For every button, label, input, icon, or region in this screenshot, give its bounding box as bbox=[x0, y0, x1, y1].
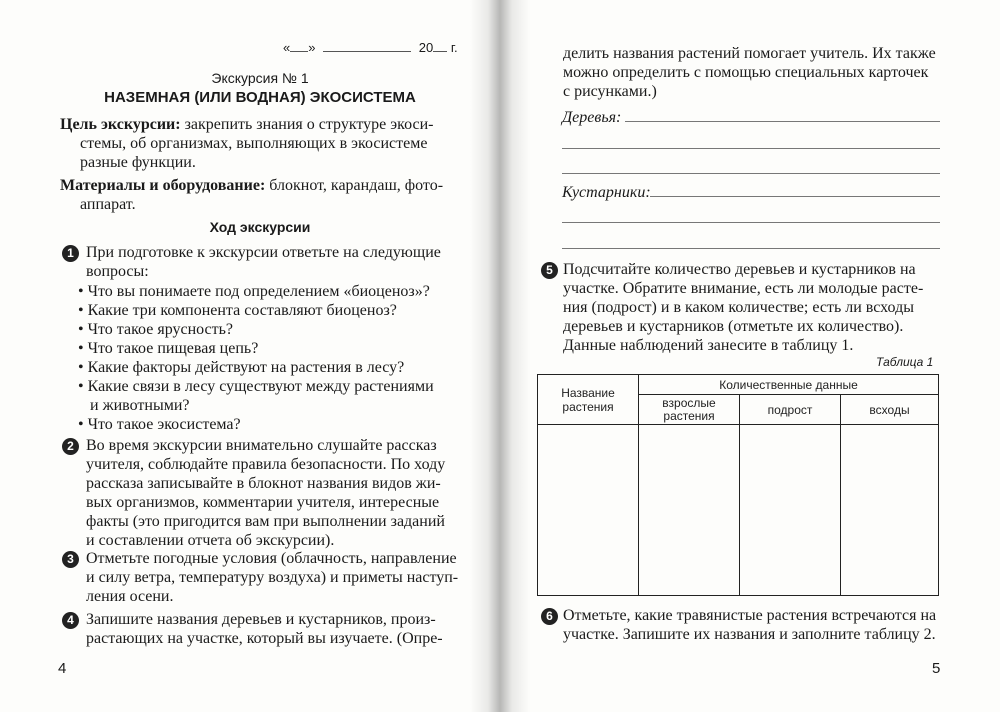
trees-answer-line-3[interactable] bbox=[562, 173, 940, 174]
shrubs-label-line: Кустарники: bbox=[562, 184, 651, 201]
item-1-bullet-2: • Какие три компонента составляют биоценоз? bbox=[78, 302, 397, 319]
materials-text-2: аппарат. bbox=[80, 196, 136, 213]
page-number-left: 4 bbox=[58, 660, 67, 677]
year-blank[interactable] bbox=[433, 51, 447, 52]
item-4-line-1: Запишите названия деревьев и кустарников, произ- bbox=[86, 611, 436, 628]
goal-text-2: стемы, об организмах, выполняющих в экосистеме bbox=[80, 135, 428, 152]
excursion-number: Экскурсия № 1 bbox=[211, 70, 309, 86]
item-6-line-2: участке. Запишите их названия и заполните таблицу 2. bbox=[563, 626, 936, 643]
table-cell-undergrowth[interactable] bbox=[740, 425, 841, 596]
item-6-number: 6 bbox=[541, 608, 558, 625]
item-1-bullet-7: • Что такое экосистема? bbox=[78, 416, 241, 433]
continuation-line-3: с рисунками.) bbox=[563, 83, 657, 100]
table-cell-plant-name[interactable] bbox=[538, 425, 639, 596]
item-3-line-3: ления осени. bbox=[86, 588, 174, 605]
day-blank[interactable] bbox=[290, 51, 308, 52]
trees-answer-line-2[interactable] bbox=[562, 148, 940, 149]
item-1-line-1: При подготовке к экскурсии ответьте на следующие bbox=[86, 244, 441, 261]
goal-text-3: разные функции. bbox=[80, 154, 196, 171]
materials-text-1: блокнот, карандаш, фото- bbox=[269, 177, 444, 194]
book-gutter-shadow bbox=[470, 0, 530, 712]
item-4-number: 4 bbox=[62, 612, 79, 629]
item-2-line-6: и составлении отчета об экскурсии). bbox=[86, 532, 335, 549]
trees-answer-line-1[interactable] bbox=[625, 121, 940, 122]
goal-line-1 bbox=[60, 115, 434, 134]
table-caption: Таблица 1 bbox=[876, 355, 934, 369]
item-2-line-4: вых организмов, комментарии учителя, интересные bbox=[86, 494, 440, 511]
page-title: НАЗЕМНАЯ (ИЛИ ВОДНАЯ) ЭКОСИСТЕМА bbox=[104, 89, 416, 106]
item-5-line-4: деревьев и кустарников (отметьте их количество). bbox=[563, 318, 904, 335]
table-header-adult-plants-line-2: растения bbox=[663, 408, 715, 423]
item-1-bullet-5: • Какие факторы действуют на растения в лесу? bbox=[78, 359, 405, 376]
year-prefix: 20 bbox=[418, 40, 434, 55]
table-1 bbox=[537, 374, 939, 596]
item-1-bullet-4: • Что такое пищевая цепь? bbox=[78, 340, 259, 357]
item-3-line-2: и силу ветра, температуру воздуха) и приметы наступ- bbox=[86, 569, 459, 586]
date-line bbox=[283, 40, 458, 55]
right-page bbox=[500, 0, 1000, 712]
date-open-quote: « bbox=[283, 40, 291, 55]
shrubs-label: Кустарники bbox=[562, 184, 646, 201]
table-cell-seedlings[interactable] bbox=[841, 425, 939, 596]
table-header-quantitative-data: Количественные данные bbox=[639, 375, 939, 395]
item-1-bullet-1: • Что вы понимаете под определением «биоценоз»? bbox=[78, 283, 430, 300]
item-5-number: 5 bbox=[541, 262, 558, 279]
item-5-line-1: Подсчитайте количество деревьев и кустарников на bbox=[563, 261, 916, 278]
shrubs-answer-line-2[interactable] bbox=[562, 222, 940, 223]
item-1-line-2: вопросы: bbox=[86, 263, 149, 280]
item-5-line-5: Данные наблюдений занесите в таблицу 1. bbox=[563, 337, 854, 354]
materials-label: Материалы и оборудование: bbox=[60, 177, 266, 194]
table-header-plant-name-line-2: растения bbox=[562, 399, 614, 414]
page-number-right: 5 bbox=[932, 660, 941, 677]
section-title: Ход экскурсии bbox=[209, 219, 311, 235]
item-1-bullet-3: • Что такое ярусность? bbox=[78, 321, 234, 338]
item-2-line-5: факты (это пригодится вам при выполнении заданий bbox=[86, 513, 445, 530]
item-2-line-3: рассказа записывайте в блокнот названия видов жи- bbox=[86, 475, 441, 492]
trees-label: Деревья bbox=[562, 109, 617, 126]
item-5-line-3: ния (подрост) и в каком количестве; есть ли всходы bbox=[563, 299, 914, 316]
continuation-line-1: делить названия растений помогает учитель. Их также bbox=[563, 45, 936, 62]
table-header-adult-plants bbox=[639, 395, 740, 425]
item-2-number: 2 bbox=[62, 438, 79, 455]
table-header-seedlings: всходы bbox=[841, 395, 939, 425]
item-1-bullet-6-cont: и животными? bbox=[78, 397, 190, 414]
continuation-line-2: можно определить с помощью специальных карточек bbox=[563, 64, 929, 81]
shrubs-answer-line-3[interactable] bbox=[562, 248, 940, 249]
month-blank[interactable] bbox=[323, 51, 411, 52]
table-cell-adult-plants[interactable] bbox=[639, 425, 740, 596]
item-1-number: 1 bbox=[62, 245, 79, 262]
year-suffix: г. bbox=[450, 40, 458, 55]
item-1-bullet-6: • Какие связи в лесу существуют между растениями bbox=[78, 378, 434, 395]
table-header-plant-name-line-1: Название bbox=[561, 385, 615, 400]
shrubs-answer-line-1[interactable] bbox=[650, 196, 940, 197]
trees-label-line: Деревья: bbox=[562, 109, 622, 126]
item-2-line-2: учителя, соблюдайте правила безопасности. По ходу bbox=[86, 456, 446, 473]
item-3-line-1: Отметьте погодные условия (облачность, направление bbox=[86, 550, 457, 567]
item-4-line-2: растающих на участке, который вы изучаете. (Опре- bbox=[86, 630, 443, 647]
materials-line-1 bbox=[60, 176, 443, 195]
table-header-undergrowth: подрост bbox=[740, 395, 841, 425]
date-close-quote: » bbox=[308, 40, 316, 55]
table-header-plant-name bbox=[538, 375, 639, 425]
goal-label: Цель экскурсии: bbox=[60, 116, 181, 133]
table-header-adult-plants-line-1: взрослые bbox=[662, 395, 716, 410]
item-6-line-1: Отметьте, какие травянистые растения встречаются на bbox=[563, 607, 937, 624]
item-2-line-1: Во время экскурсии внимательно слушайте рассказ bbox=[86, 437, 437, 454]
goal-text-1: закрепить знания о структуре экоси- bbox=[184, 116, 434, 133]
item-3-number: 3 bbox=[62, 551, 79, 568]
item-5-line-2: участке. Обратите внимание, есть ли молодые расте- bbox=[563, 280, 924, 297]
